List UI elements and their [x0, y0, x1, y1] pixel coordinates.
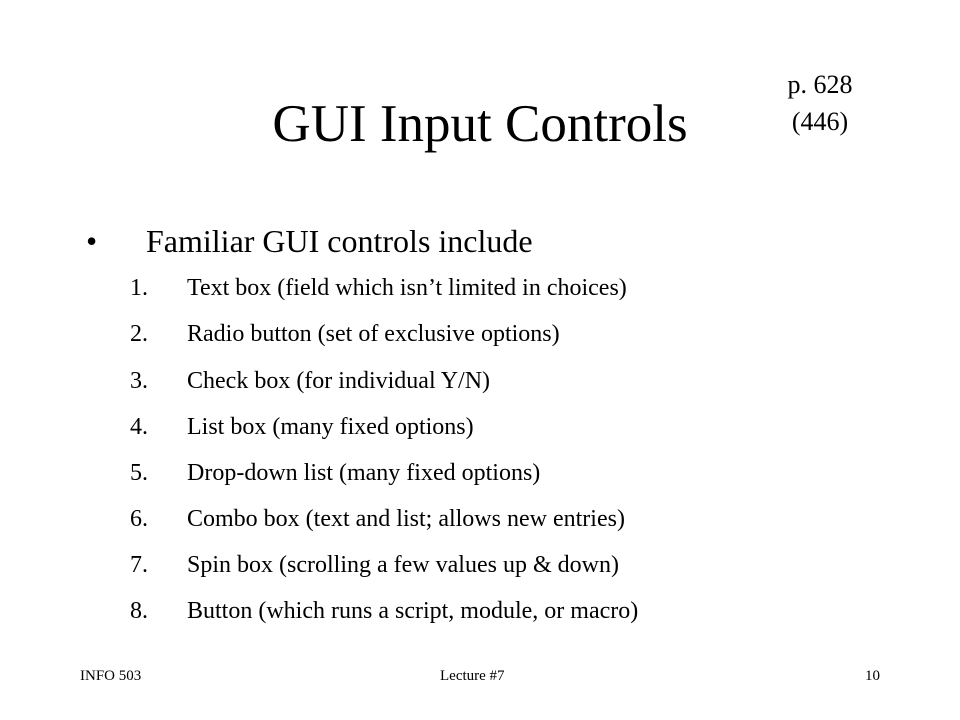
list-item-text: Radio button (set of exclusive options) [187, 321, 560, 347]
list-item-number: 5. [130, 460, 148, 486]
list-item [0, 270, 960, 306]
list-item-number: 2. [130, 321, 148, 347]
list-item-text: Combo box (text and list; allows new entries) [187, 506, 625, 532]
footer-course: INFO 503 [80, 668, 142, 684]
page-reference-line: p. 628 [787, 70, 853, 99]
list-item-text: Check box (for individual Y/N) [187, 368, 491, 394]
list-item-number: 4. [130, 414, 148, 440]
list-item-text: Text box (field which isn’t limited in choices) [187, 275, 627, 301]
page-reference [770, 66, 870, 140]
list-item [0, 501, 960, 537]
list-item [0, 409, 960, 445]
list-item [0, 363, 960, 399]
footer-lecture: Lecture #7 [440, 668, 505, 684]
bullet-marker: • [86, 223, 98, 259]
footer-slide-number: 10 [865, 668, 880, 684]
list-item-number: 8. [130, 598, 148, 624]
list-item [0, 316, 960, 352]
list-item-number: 7. [130, 552, 148, 578]
slide-title: GUI Input Controls [272, 95, 688, 153]
list-item-text: List box (many fixed options) [187, 414, 474, 440]
list-item [0, 455, 960, 491]
list-item-text: Button (which runs a script, module, or macro) [187, 598, 639, 624]
list-item [0, 547, 960, 583]
list-item-number: 6. [130, 506, 148, 532]
bullet-text: Familiar GUI controls include [146, 223, 533, 259]
list-item-number: 3. [130, 368, 148, 394]
list-item-text: Spin box (scrolling a few values up & down) [187, 552, 619, 578]
list-item-number: 1. [130, 275, 148, 301]
page-reference-line: (446) [791, 107, 849, 136]
list-item-text: Drop-down list (many fixed options) [187, 460, 541, 486]
list-item [0, 593, 960, 629]
